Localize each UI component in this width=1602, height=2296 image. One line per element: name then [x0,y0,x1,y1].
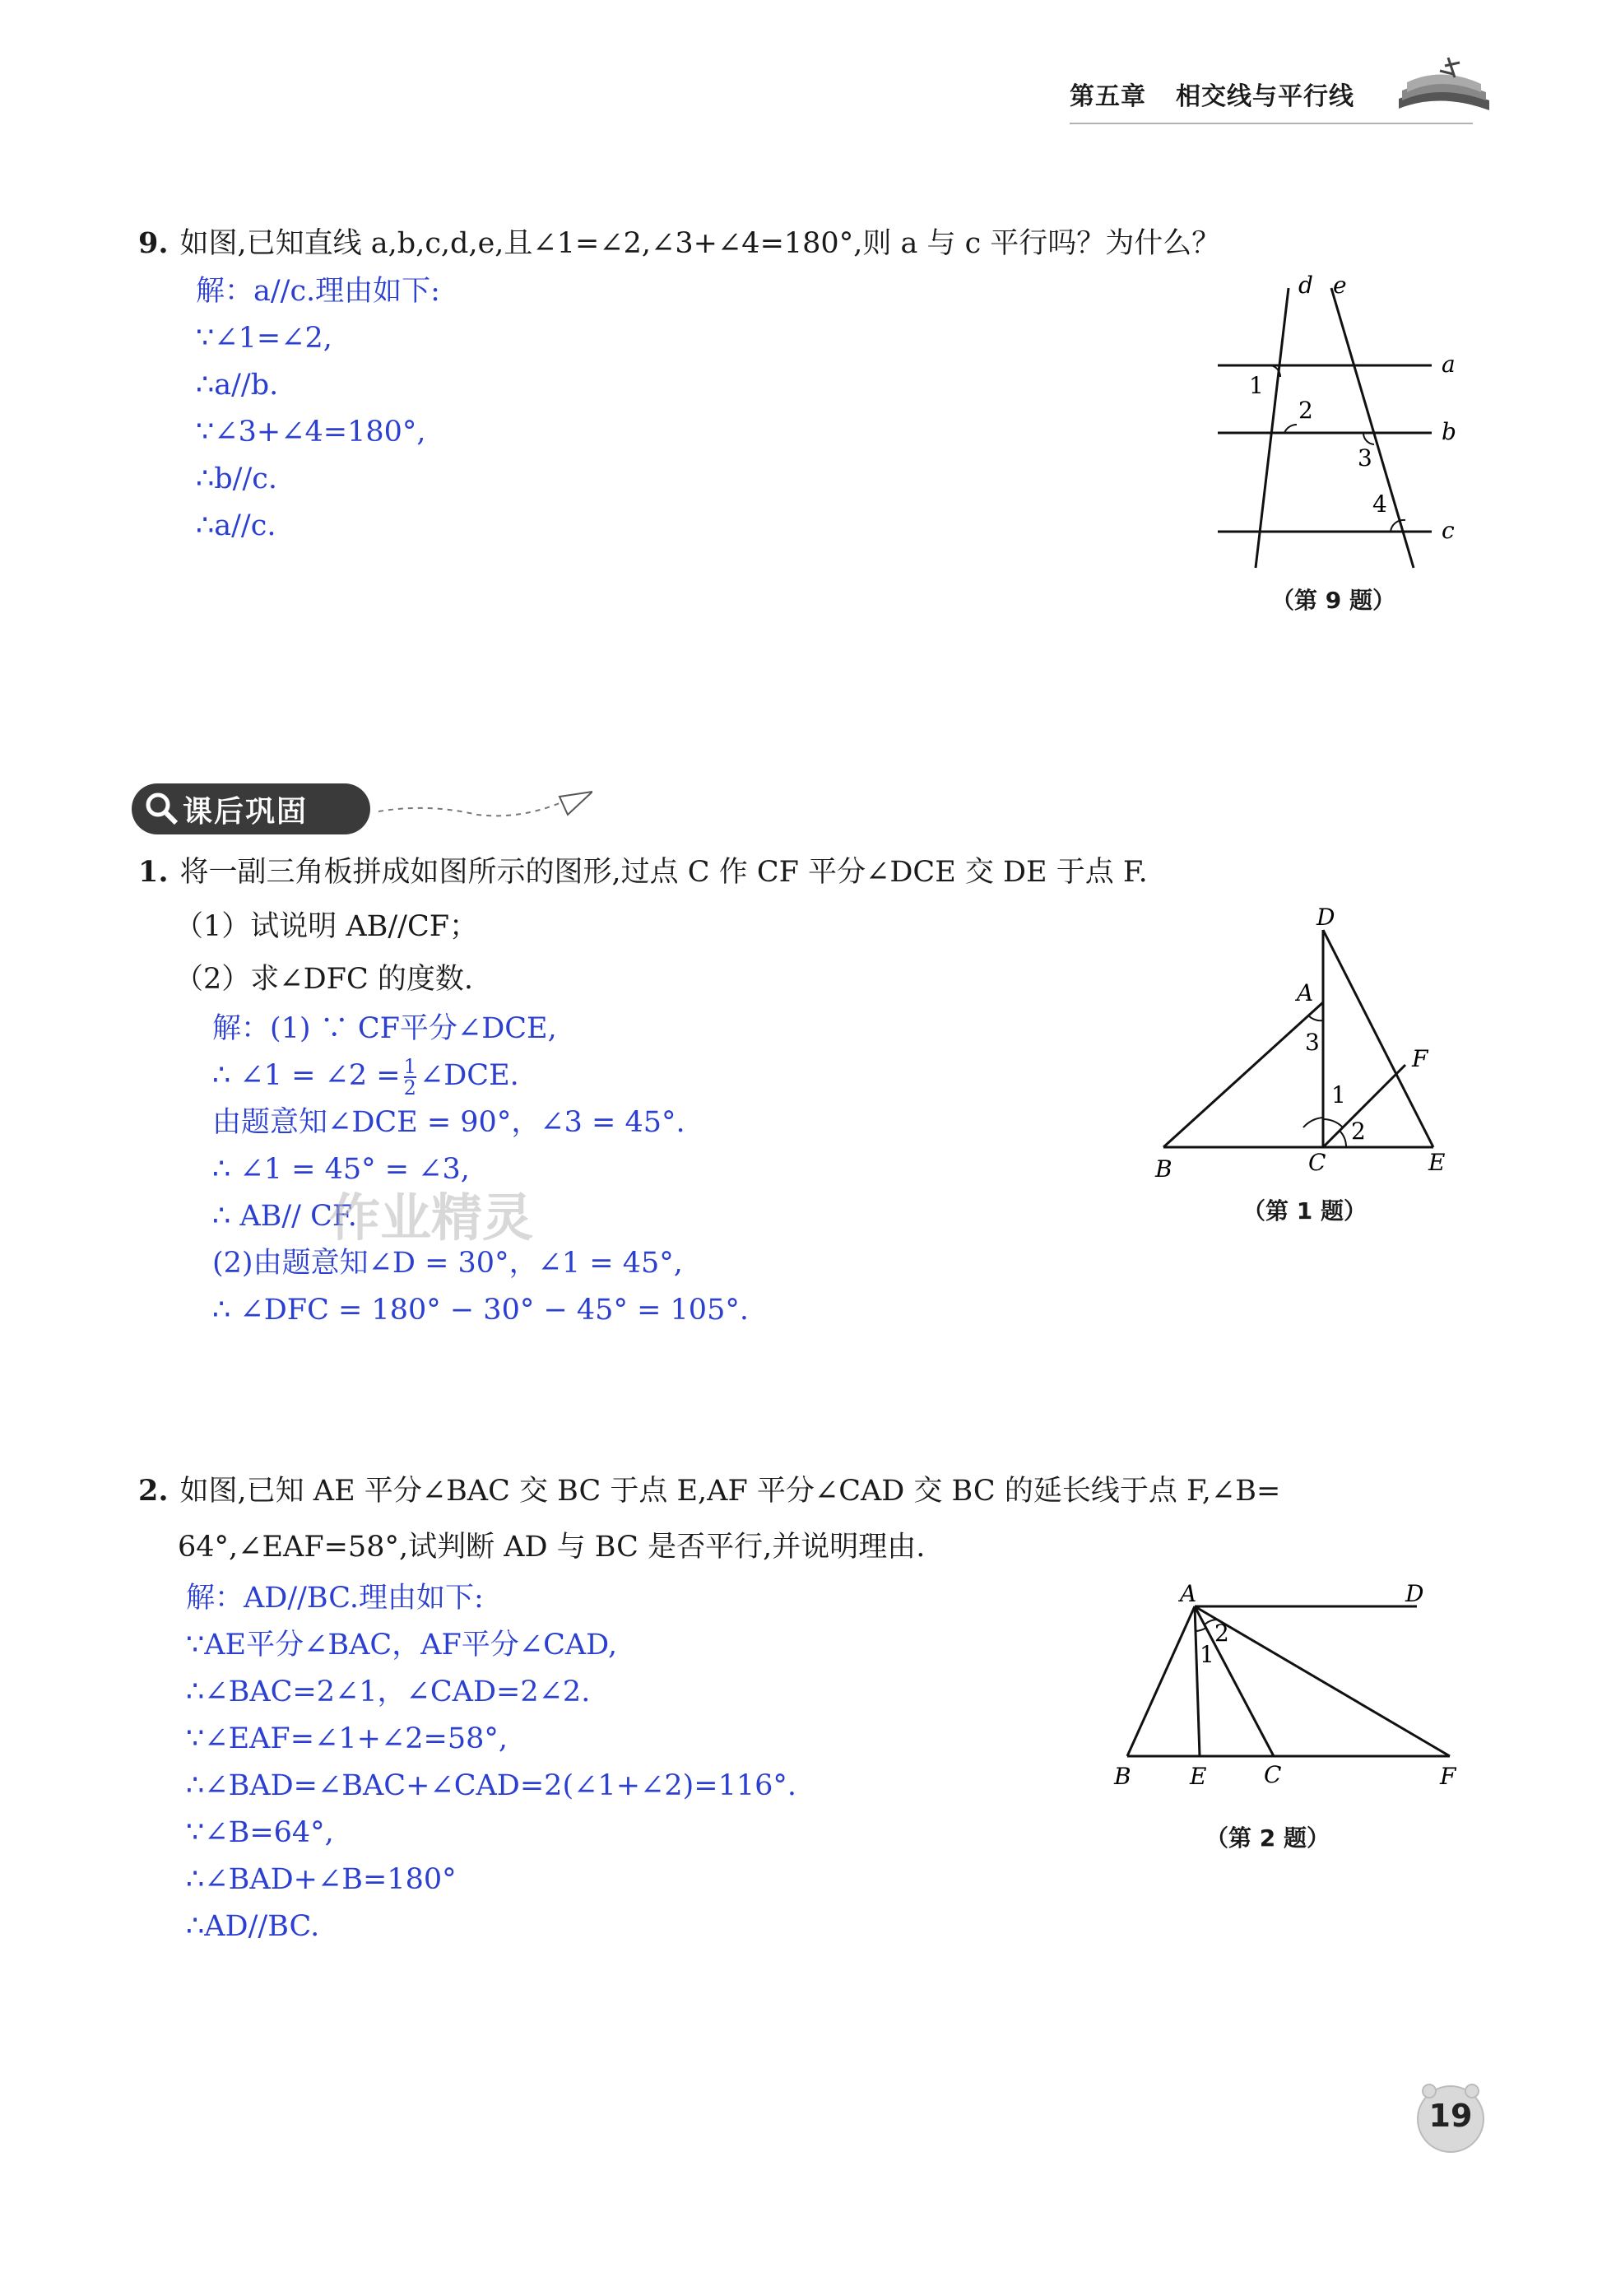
q9-text [138,221,1220,267]
q2-solution [186,1575,796,1950]
q9-sol-line: ∵∠3+∠4=180°, [196,416,426,449]
q2-sol-line: ∵∠B=64°, [186,1816,334,1849]
q2-caption: （第 2 题） [1205,1824,1330,1852]
q1-sol-line: 由题意知∠DCE = 90°，∠3 = 45°. [212,1106,685,1139]
q2-label-F: F [1440,1763,1456,1790]
q9-label-a: a [1442,351,1456,378]
q2-sol-line: ∴AD//BC. [186,1910,320,1943]
q2-sol-line: ∴∠BAC=2∠1，∠CAD=2∠2. [186,1676,591,1708]
section-title: 课后巩固 [183,795,309,829]
q1-solution [212,1006,749,1334]
q2-sol-line: ∵AE平分∠BAC，AF平分∠CAD, [186,1629,618,1662]
q1-label-B: B [1155,1155,1172,1183]
q2-label-C: C [1264,1761,1282,1788]
q9-caption: （第 9 题） [1271,587,1395,614]
q9-label-d: d [1298,272,1313,299]
q9-sol-line: ∵∠1=∠2, [196,322,332,355]
q1-label-F: F [1412,1045,1428,1072]
q2-sol-line: ∴∠BAD=∠BAC+∠CAD=2(∠1+∠2)=116°. [186,1769,797,1802]
q2-prompt-1: 如图,已知 AE 平分∠BAC 交 BC 于点 E,AF 平分∠CAD 交 BC 的延长线于点 F,∠B= [179,1475,1281,1508]
q1-sol-line: (2)由题意知∠D = 30°，∠1 = 45°, [212,1247,683,1280]
q1-label-C: C [1308,1149,1326,1176]
q2-sol-line: ∵∠EAF=∠1+∠2=58°, [186,1722,508,1755]
q9-number: 9. [138,226,169,260]
q9-prompt: 如图,已知直线 a,b,c,d,e,且∠1=∠2,∠3+∠4=180°,则 a 与 c 平行吗？为什么？ [179,227,1221,260]
q9-label-b: b [1442,418,1456,445]
q1-angle-1: 1 [1331,1081,1346,1108]
q1-text [138,849,1148,895]
q1-label-D: D [1316,905,1335,931]
q9-sol-line: ∴a//b. [196,369,279,402]
q2-label-D: D [1405,1580,1424,1607]
q1-number: 1. [138,855,169,889]
q9-sol-line: ∴a//c. [196,509,276,542]
q2-sol-line: 解：AD//BC.理由如下: [186,1582,484,1615]
q9-angle-4: 4 [1372,490,1387,518]
magnifier-icon [142,788,183,830]
q1-sol-line: ∴ ∠1 = 45° = ∠3, [212,1153,470,1186]
chapter-label: 第五章 [1070,82,1146,111]
q1-label-A: A [1297,979,1314,1006]
section-badge [132,779,370,839]
q9-sol-line: 解：a//c.理由如下: [196,275,440,308]
q2-label-A: A [1180,1580,1197,1607]
page-number: 19 [1428,2098,1473,2134]
q1-angle-3: 3 [1305,1029,1320,1056]
q2-sol-line: ∴∠BAD+∠B=180° [186,1863,457,1896]
page-number-badge [1411,2078,1490,2157]
q1-figure [1144,905,1473,1185]
q2-number: 2. [138,1474,169,1508]
q2-label-B: B [1114,1763,1131,1790]
q2-label-E: E [1190,1763,1207,1790]
frac-denominator: 2 [403,1076,416,1099]
watermark: 作业精灵 [329,1188,534,1248]
q1-prompt: 将一副三角板拼成如图所示的图形,过点 C 作 CF 平分∠DCE 交 DE 于点 F. [179,856,1148,889]
q1-sol-line: 解：(1) ∵ CF平分∠DCE, [212,1012,557,1045]
q1-label-E: E [1428,1149,1446,1176]
q1-sol-line-frac [212,1053,749,1099]
q9-label-e: e [1333,272,1347,299]
q2-prompt-2: 64°,∠EAF=58°,试判断 AD 与 BC 是否平行,并说明理由. [178,1531,926,1564]
q1-sub1: （1）试说明 AB//CF； [174,910,479,943]
q1-sub2: （2）求∠DFC 的度数. [174,963,473,996]
frac-numerator: 1 [403,1054,416,1078]
q1-sol-part: ∴ ∠1 = ∠2 = [212,1059,401,1092]
q9-angle-1: 1 [1249,372,1264,399]
q1-sol-part: ∠DCE. [419,1059,519,1092]
q1-caption: （第 1 题） [1242,1197,1367,1225]
fraction-half [403,1054,416,1099]
q1-sol-line: ∴ ∠DFC = 180° − 30° − 45° = 105°. [212,1294,749,1327]
q1-sol-line: ∴ AB// CF. [212,1200,357,1233]
q2-angle-2: 2 [1214,1620,1229,1647]
q2-text [138,1468,1280,1514]
q9-angle-2: 2 [1298,397,1313,424]
chapter-title: 相交线与平行线 [1176,82,1354,111]
q9-label-c: c [1442,517,1455,544]
q9-angle-3: 3 [1358,444,1372,472]
q9-figure [1210,272,1473,584]
q9-sol-line: ∴b//c. [196,462,277,495]
q9-solution [196,268,440,550]
q2-figure [1094,1572,1481,1794]
q1-angle-2: 2 [1351,1118,1366,1145]
q2-angle-1: 1 [1200,1641,1214,1668]
